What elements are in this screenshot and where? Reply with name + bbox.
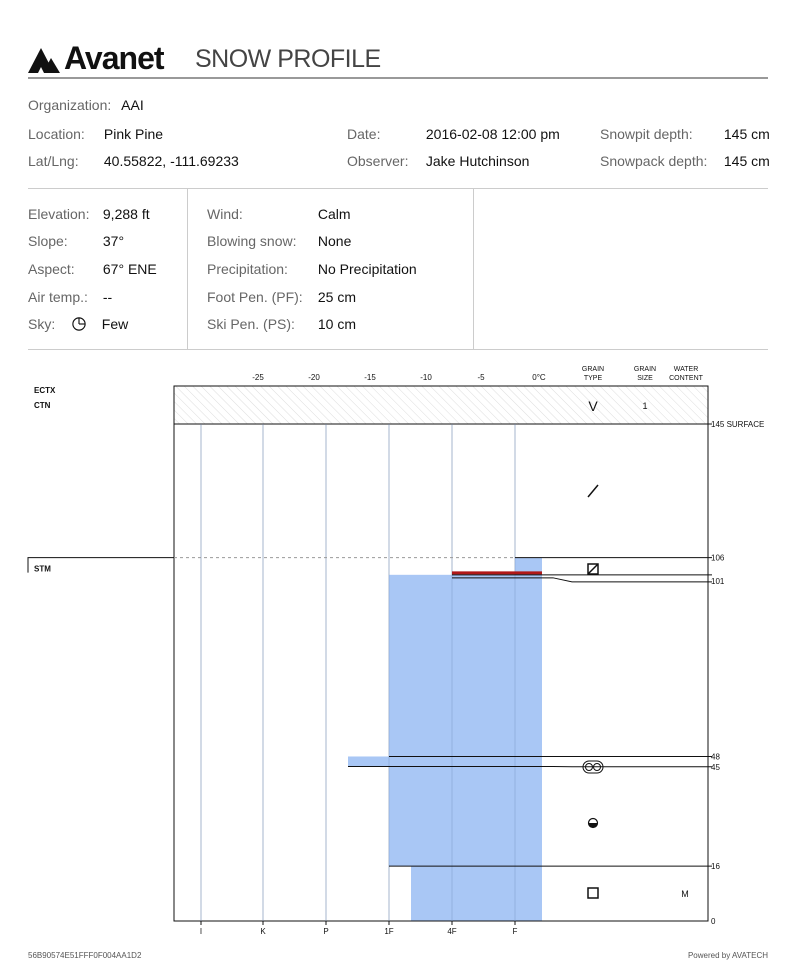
date-row (347, 126, 560, 142)
surface-grain-type: V (588, 398, 598, 414)
hardness-tick: 1F (384, 927, 394, 936)
wind-row (207, 206, 351, 222)
hardness-tick: 4F (447, 927, 457, 936)
snowpack-depth-value: 145 cm (723, 153, 770, 169)
sky-row (28, 316, 128, 332)
ski-pen-row (207, 316, 356, 332)
column-header: GRAIN (633, 366, 657, 373)
snowpit-depth-label: Snowpit depth: (600, 126, 693, 142)
ski-pen-label: Ski Pen. (PS): (207, 316, 295, 332)
hardness-tick: K (260, 927, 266, 936)
observer-row (347, 153, 529, 169)
location-value: Pink Pine (103, 126, 164, 142)
sky-value: Few (101, 316, 129, 332)
temperature-tick: -25 (252, 373, 264, 382)
observer-value: Jake Hutchinson (425, 153, 530, 169)
test-result-label: STM (34, 564, 51, 574)
date-label: Date: (347, 126, 381, 142)
air-temp-value: -- (102, 289, 113, 305)
header-divider (28, 77, 768, 79)
column-header: TYPE (583, 375, 603, 382)
snow-profile-chart (0, 355, 800, 945)
ski-pen-value: 10 cm (317, 316, 357, 332)
column-header: CONTENT (669, 375, 703, 382)
section-divider (28, 349, 768, 350)
blowing-snow-label: Blowing snow: (207, 233, 297, 249)
organization-value: AAI (121, 97, 144, 113)
snowpack-depth-label: Snowpack depth: (600, 153, 708, 169)
aspect-label: Aspect: (28, 261, 75, 277)
depth-label: 0 (711, 917, 716, 926)
faceted-icon (588, 888, 598, 898)
powered-by: Powered by AVATECH (687, 951, 768, 960)
slope-value: 37° (102, 233, 125, 249)
precipitation-value: No Precipitation (317, 261, 417, 277)
depth-label: 45 (711, 762, 720, 772)
hardness-tick: I (199, 927, 203, 936)
column-divider (187, 189, 188, 349)
hardness-bar (348, 756, 542, 766)
snowpit-depth-value: 145 cm (723, 126, 770, 142)
observer-label: Observer: (347, 153, 409, 169)
elevation-label: Elevation: (28, 206, 90, 222)
avanet-logo-icon (28, 45, 60, 73)
hardness-tick: F (512, 927, 518, 936)
blowing-snow-row (207, 233, 351, 249)
temperature-tick: -20 (308, 373, 320, 382)
temperature-tick: -5 (477, 373, 485, 382)
test-ectx-label: ECTX (34, 386, 56, 395)
wind-value: Calm (317, 206, 351, 222)
location-label: Location: (28, 126, 85, 142)
wind-label: Wind: (207, 206, 243, 222)
precipitation-label: Precipitation: (207, 261, 288, 277)
brand-name: Avanet (64, 40, 164, 76)
foot-pen-value: 25 cm (317, 289, 357, 305)
aspect-value: 67° ENE (102, 261, 157, 277)
snowpit-depth-row (600, 126, 770, 142)
depth-label: 16 (711, 862, 720, 872)
precipitation-row (207, 261, 417, 277)
hardness-tick: P (323, 927, 329, 936)
latlng-label: Lat/Lng: (28, 153, 79, 169)
decomposing-fragments-icon (588, 485, 598, 497)
date-value: 2016-02-08 12:00 pm (425, 126, 560, 142)
snowpack-depth-row (600, 153, 770, 169)
surface-band (174, 386, 708, 424)
blowing-snow-value: None (317, 233, 352, 249)
slope-row (28, 233, 124, 249)
temperature-tick: 0°C (532, 373, 546, 382)
organization-row (28, 97, 144, 113)
column-header: GRAIN (581, 366, 605, 373)
elevation-row (28, 206, 150, 222)
temperature-tick: -15 (364, 373, 376, 382)
depth-label: 101 (711, 576, 725, 586)
hardness-bar (411, 866, 542, 921)
slope-label: Slope: (28, 233, 68, 249)
faceted-rounded-slash (588, 564, 598, 574)
organization-label: Organization: (28, 97, 112, 113)
air-temp-row (28, 289, 112, 305)
sky-few-icon (72, 317, 86, 331)
report-header (28, 40, 768, 80)
surface-grain-size: 1 (642, 401, 648, 411)
depth-label: 48 (711, 752, 720, 762)
elevation-value: 9,288 ft (102, 206, 150, 222)
surface-label: 145 SURFACE (711, 420, 765, 429)
foot-pen-row (207, 289, 356, 305)
location-row (28, 126, 163, 142)
hardness-bar (389, 767, 542, 866)
aspect-row (28, 261, 157, 277)
depth-label: 106 (711, 553, 725, 563)
column-header: SIZE (637, 375, 653, 382)
foot-pen-label: Foot Pen. (PF): (207, 289, 303, 305)
latlng-row (28, 153, 239, 169)
profile-code: 56B90574E51FFF0F004AA1D2 (28, 951, 142, 960)
hardness-bar (389, 575, 542, 757)
latlng-value: 40.55822, -111.69233 (103, 153, 239, 169)
section-divider (28, 188, 768, 189)
test-ctn-label: CTN (34, 401, 51, 410)
report-title: SNOW PROFILE (195, 45, 381, 73)
column-divider (473, 189, 474, 349)
sky-label: Sky: (28, 316, 56, 332)
air-temp-label: Air temp.: (28, 289, 88, 305)
water-content-label: M (681, 889, 689, 899)
column-header: WATER (673, 366, 699, 373)
temperature-tick: -10 (420, 373, 432, 382)
